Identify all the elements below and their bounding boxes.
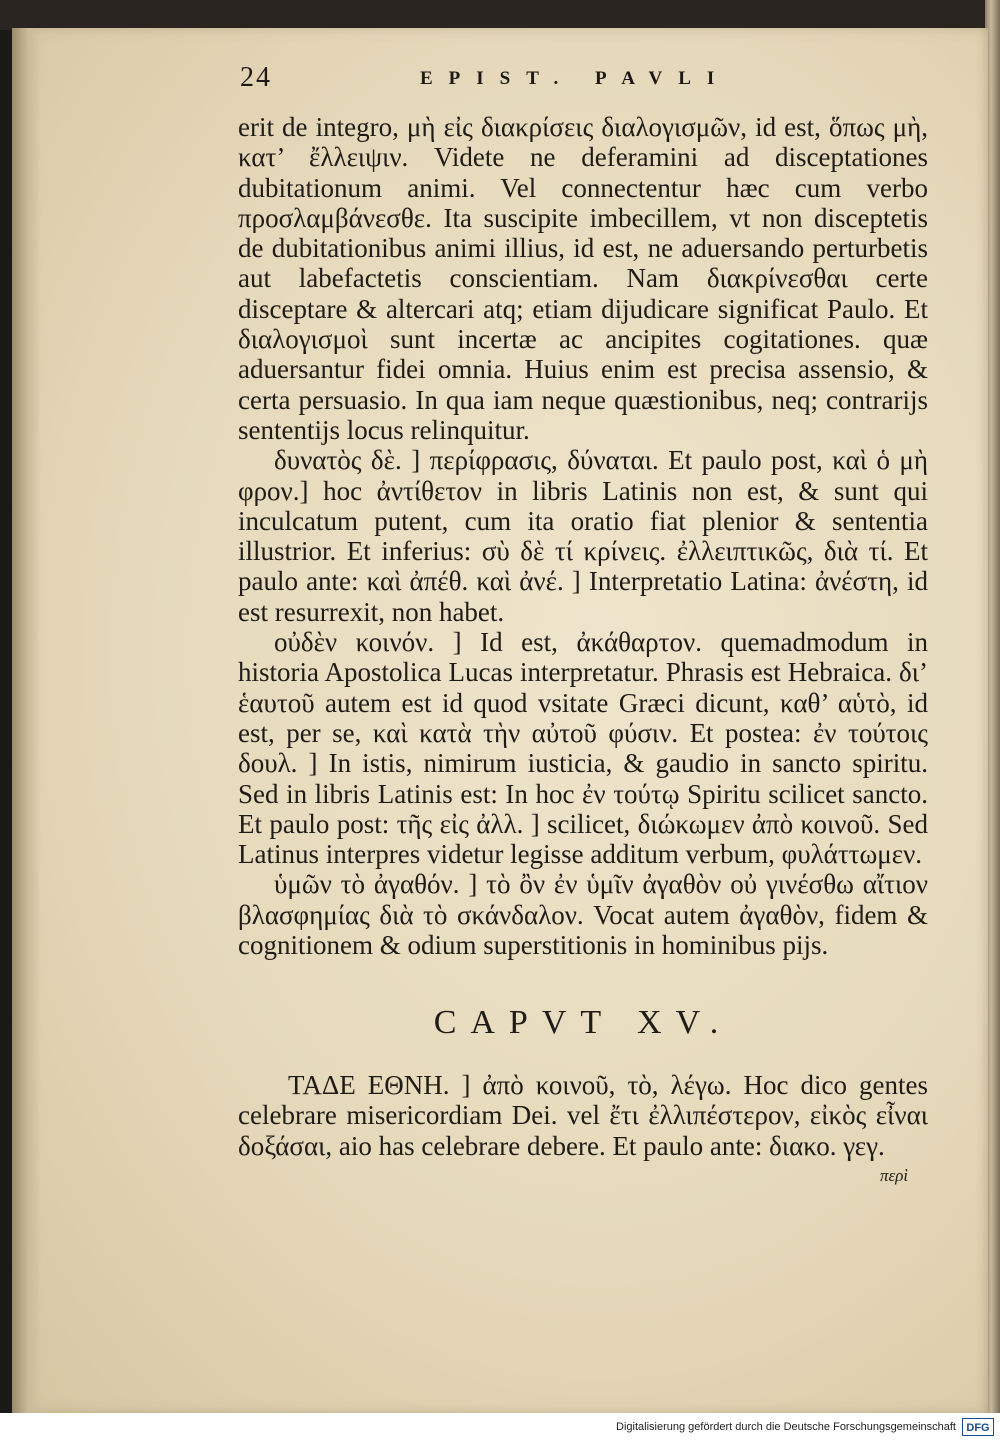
paragraph-3: οὐδὲν κοινόν. ] Id est, ἀκάθαρτον. quemadmodum in historia Apostolica Lucas interpretatur. Phrasis est Hebraica. δι’ ἑαυτοῦ autem est id quod vsitate Græci dicunt, καθ’ αὑτὸ, id est, per se, καὶ κατὰ τὴν αὐτοῦ φύσιν. Et postea: ἐν τούτοις δουλ. ] In istis, nimirum iusticia, & gaudio in sancto spiritu. Sed in libris Latinis est: In hoc ἐν τούτῳ Spiritu scilicet sancto. Et paulo post: τῆς εἰς ἀλλ. ] scilicet, διώκωμεν ἀπὸ κοινοῦ. Sed Latinus interpres videtur legisse additum verbum, φυλάττωμεν. — [238, 627, 928, 870]
scan-border-top — [0, 0, 1000, 30]
chapter-body — [238, 1070, 928, 1161]
page-header — [230, 62, 790, 102]
commentary-body — [238, 112, 928, 960]
chapter-paragraph: ΤΑΔΕ ΕΘΝΗ. ] ἀπὸ κοινοῦ, τὸ, λέγω. Hoc dico gentes celebrare misericordiam Dei. vel ἔτι ἐλλιπέστερον, εἰκὸς εἶναι δοξάσαι, aio has celebrare debere. Et paulo ante: διακο. γεγ. — [238, 1070, 928, 1161]
paragraph-1: erit de integro, μὴ εἰς διακρίσεις διαλογισμῶν, id est, ὅπως μὴ, κατ’ ἔλλειψιν. Videte ne deferamini ad disceptationes dubitationum animi. Vel connectentur hæc cum verbo προσλαμβάνεσθε. Ita suscipite imbecillem, vt non disceptetis de dubitationibus animi illius, id est, ne aduersando perturbetis aut labefactetis conscientiam. Nam διακρίνεσθαι certe disceptare & altercari atq; etiam dijudicare significat Paulo. Et διαλογισμοὶ sunt incertæ ac ancipites cogitationes. quæ aduersantur fidei omnia. Huius enim est precisa assensio, & certa persuasio. In qua iam neque quæstionibus, neq; contrarijs sententijs locus relinquitur. — [238, 112, 928, 445]
footer-credit: Digitalisierung gefördert durch die Deutsche Forschungsgemeinschaft — [616, 1421, 956, 1433]
page-number: 24 — [240, 62, 272, 93]
chapter-heading: CAPVT XV. — [433, 1004, 733, 1041]
digitization-footer — [0, 1413, 1000, 1443]
dfg-logo: DFG — [962, 1418, 994, 1436]
paragraph-4: ὑμῶν τὸ ἀγαθόν. ] τὸ ὂν ἐν ὑμῖν ἀγαθὸν οὐ γινέσθω αἴτιον βλασφημίας διὰ τὸ σκάνδαλον. Vocat autem ἀγαθὸν, fidem & cognitionem & odium superstitionis in hominibus pijs. — [238, 869, 928, 961]
paragraph-2: δυνατὸς δὲ. ] περίφρασις, δύναται. Et paulo post, καὶ ὁ μὴ φρον.] hoc ἀντίθετον in libris Latinis non est, & sunt qui inculcatum putent, cum ita oratio fiat plenior & sententia illustrior. Et inferius: σὺ δὲ τί κρίνεις. ἐλλειπτικῶς, διὰ τί. Et paulo ante: καὶ ἀπέθ. καὶ ἀνέ. ] Interpretatio Latina: ἀνέστη, id est resurrexit, non habet. — [238, 445, 928, 627]
page-gutter — [12, 28, 40, 1413]
running-title: EPIST. PAVLI — [420, 68, 731, 89]
catchword: περὶ — [880, 1166, 909, 1185]
